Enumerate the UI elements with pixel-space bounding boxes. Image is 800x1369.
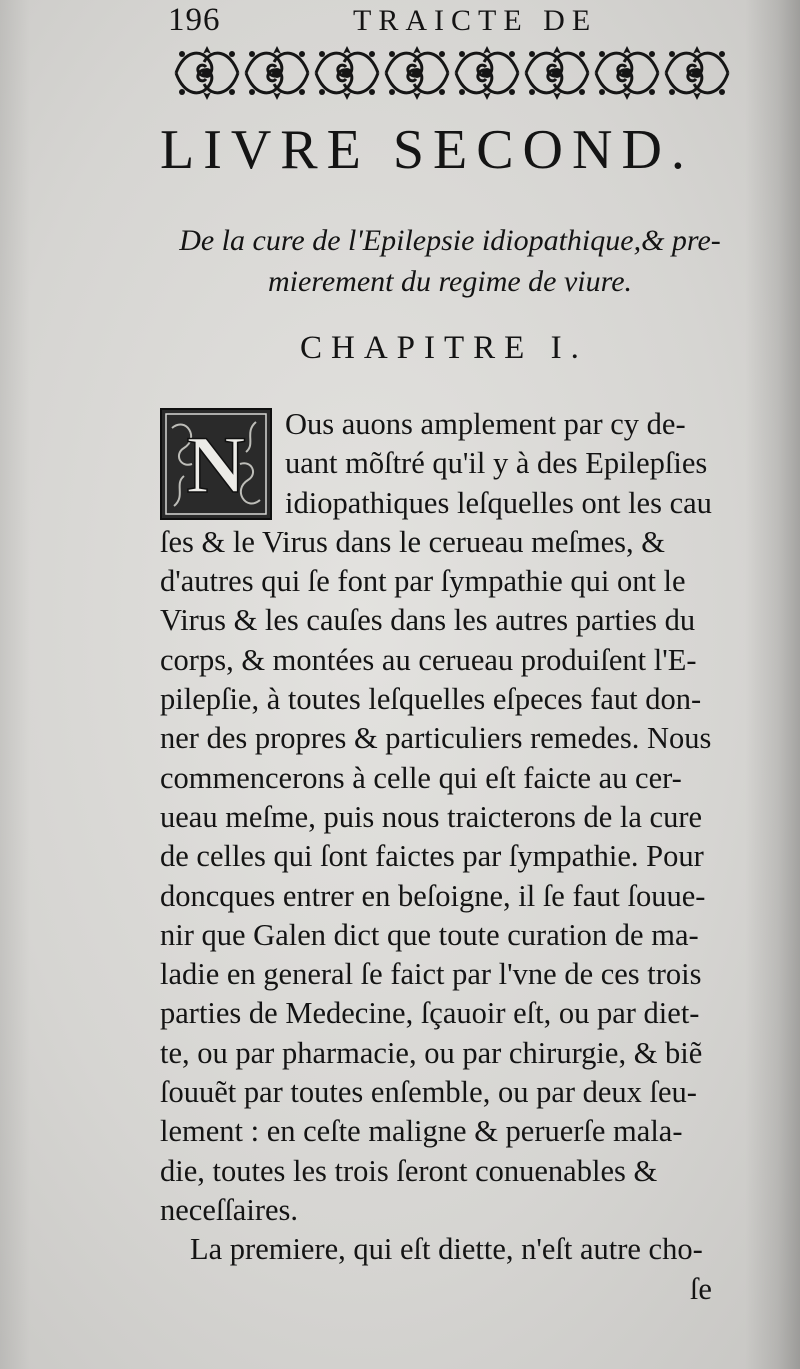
text-line: ſes & le Virus dans le cerueau meſmes, &: [160, 524, 665, 559]
text-line: d'autres qui ſe font par ſympathie qui ont le: [160, 564, 686, 599]
running-head: [168, 0, 728, 40]
subtitle-line-1: De la cure de l'Epilepsie idiopathique,& pre-: [179, 224, 721, 257]
ornament-band-icon: [172, 40, 732, 106]
text-line: parties de Medecine, ſçauoir eſt, ou par diet-: [160, 996, 700, 1031]
text-line: ſouuẽt par toutes enſemble, ou par deux ſeu-: [160, 1075, 697, 1110]
chapter-heading: CHAPITRE I.: [300, 330, 588, 366]
text-line: Virus & les cauſes dans les autres parties du: [160, 603, 696, 638]
book-title: LIVRE SECOND.: [160, 119, 694, 181]
text-line: ladie en general ſe faict par l'vne de ces trois: [160, 957, 702, 992]
text-line: Ous auons amplement par cy de-: [285, 407, 686, 441]
chapter-subtitle: [160, 220, 740, 302]
catchword: ſe: [689, 1271, 712, 1306]
text-line: commencerons à celle qui eſt faicte au cer-: [160, 760, 682, 795]
text-line: uant mõſtré qu'il y à des Epilepſies: [285, 446, 708, 481]
text-line: La premiere, qui eſt diette, n'eſt autre cho-: [190, 1232, 703, 1267]
text-line: idiopathiques leſquelles ont les cau: [285, 485, 712, 520]
page-gutter-shadow: [0, 0, 30, 1369]
text-line: corps, & montées au cerueau produiſent l'E-: [160, 642, 697, 677]
subtitle-line-2: mierement du regime de viure.: [267, 265, 633, 298]
page-number: 196: [168, 2, 221, 38]
page-edge-shadow: [745, 0, 800, 1369]
body-text: [160, 405, 712, 1309]
text-line: neceſſaires.: [160, 1192, 299, 1227]
text-line: doncques entrer en beſoigne, il ſe faut ſouue-: [160, 878, 706, 913]
text-line: die, toutes les trois ſeront conuenables &: [160, 1153, 658, 1188]
text-line: pilepſie, à toutes leſquelles eſpeces faut don-: [160, 682, 702, 717]
running-title: TRAICTE DE: [353, 4, 598, 37]
text-line: ueau meſme, puis nous traicterons de la cure: [160, 799, 703, 834]
text-line: de celles qui ſont faictes par ſympathie. Pour: [160, 839, 704, 874]
text-line: ner des propres & particuliers remedes. Nous: [160, 721, 712, 756]
text-line: lement : en ceſte maligne & peruerſe mala-: [160, 1114, 683, 1149]
text-line: nir que Galen dict que toute curation de ma-: [160, 917, 699, 952]
text-line: te, ou par pharmacie, ou par chirurgie, & biẽ: [160, 1035, 703, 1070]
initial-letter: N: [186, 419, 246, 510]
